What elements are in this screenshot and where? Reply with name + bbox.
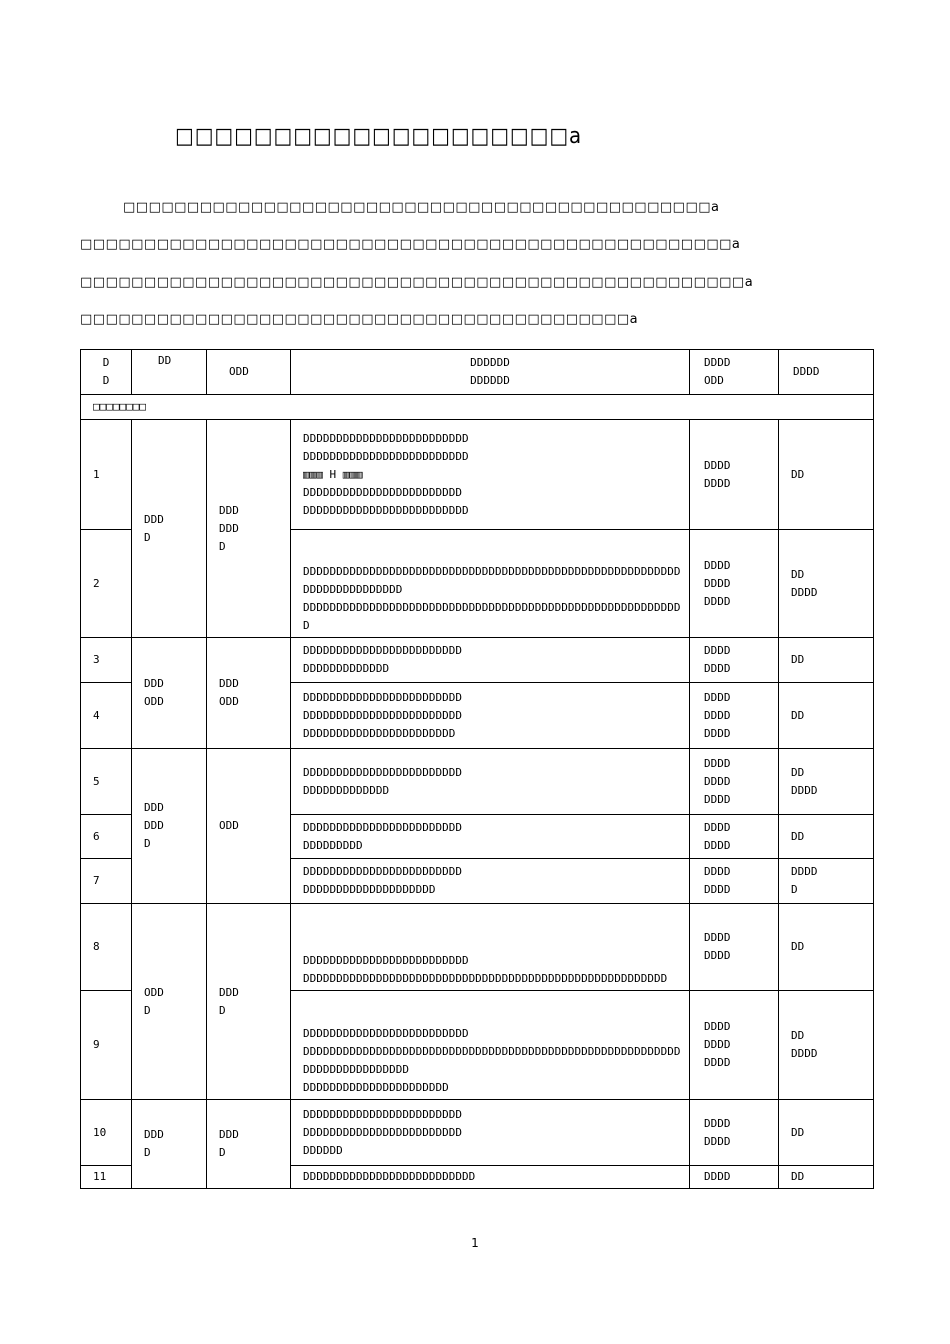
row-number: 11 bbox=[81, 1166, 132, 1189]
table-row bbox=[81, 749, 874, 815]
row-col-5: DDDD DDDD DDDD bbox=[690, 683, 779, 749]
row-description: DDDDDDDDDDDDDDDDDDDDDDDDD DDDDDDDDDDDDDDDDDDDDDDDDDDDDDDDDDDDDDDDDDDDDDDDDDDDDDDD bbox=[291, 904, 690, 991]
row-col-6: DD bbox=[779, 683, 874, 749]
section-row bbox=[81, 395, 874, 420]
row-col-5: DDDD DDDD bbox=[690, 420, 779, 530]
table-row bbox=[81, 904, 874, 991]
row-number: 4 bbox=[81, 683, 132, 749]
row-col-6: DD bbox=[779, 420, 874, 530]
row-number: 7 bbox=[81, 859, 132, 904]
row-col-5: DDDD DDDD DDDD bbox=[690, 749, 779, 815]
row-col-6: DD DDDD bbox=[779, 991, 874, 1100]
paragraph-line-4: □□□□□□□□□□□□□□□□□□□□□□□□□□□□□□□□□□□□□□□□□□□a bbox=[80, 312, 639, 327]
page-number: 1 bbox=[471, 1236, 479, 1250]
header-col-2: DD bbox=[132, 350, 207, 395]
row-col-6: DD bbox=[779, 1100, 874, 1166]
row-col-5: DDDD DDDD bbox=[690, 1100, 779, 1166]
row-col-5: DDDD DDDD bbox=[690, 815, 779, 859]
row-number: 8 bbox=[81, 904, 132, 991]
row-description: DDDDDDDDDDDDDDDDDDDDDDDD DDDDDDDDDDDDD bbox=[291, 638, 690, 683]
row-description: DDDDDDDDDDDDDDDDDDDDDDDDD DDDDDDDDDDDDDDDDDDDDDDDDDDDDDDDDDDDDDDDDDDDDDDDDDDDDDDDDDDDDDDDDDDDDDDDDD DDDDDDDDDDDDDDDDDDDDDD bbox=[291, 991, 690, 1100]
document-title: □□□□□□□□□□□□□□□□□□□□a bbox=[175, 124, 583, 149]
group-cell-b: DDD D bbox=[207, 904, 291, 1100]
group-cell-a: DDD D bbox=[132, 1100, 207, 1189]
row-number: 9 bbox=[81, 991, 132, 1100]
row-description: DDDDDDDDDDDDDDDDDDDDDDDD DDDDDDDDDDDDD bbox=[291, 749, 690, 815]
row-description: DDDDDDDDDDDDDDDDDDDDDDDDD DDDDDDDDDDDDDDDDDDDDDDDDD ▥▥▥ H ▥▥▥ DDDDDDDDDDDDDDDDDDDDDDDD DDDDDDDDDDDDDDDDDDDDDDDDD bbox=[291, 420, 690, 530]
group-cell-b: ODD bbox=[207, 749, 291, 904]
group-cell-b: DDD D bbox=[207, 1100, 291, 1189]
group-cell-a: ODD D bbox=[132, 904, 207, 1100]
row-col-6: DD bbox=[779, 638, 874, 683]
group-cell-b: DDD DDD D bbox=[207, 420, 291, 638]
paragraph-line-2: □□□□□□□□□□□□□□□□□□□□□□□□□□□□□□□□□□□□□□□□□□□□□□□□□□□a bbox=[80, 237, 741, 252]
header-col-4: DDDDDD DDDDDD bbox=[291, 350, 690, 395]
row-description: DDDDDDDDDDDDDDDDDDDDDDDD DDDDDDDDDDDDDDDDDDDD bbox=[291, 859, 690, 904]
row-number: 6 bbox=[81, 815, 132, 859]
paragraph-line-1: □□□□□□□□□□□□□□□□□□□□□□□□□□□□□□□□□□□□□□□□□□□□□□a bbox=[123, 200, 720, 215]
data-table bbox=[80, 349, 874, 1189]
table-row bbox=[81, 1100, 874, 1166]
row-description: DDDDDDDDDDDDDDDDDDDDDDDDDD bbox=[291, 1166, 690, 1189]
group-cell-b: DDD ODD bbox=[207, 638, 291, 749]
row-number: 2 bbox=[81, 530, 132, 638]
header-index: D D bbox=[81, 350, 132, 395]
paragraph-line-3: □□□□□□□□□□□□□□□□□□□□□□□□□□□□□□□□□□□□□□□□□□□□□□□□□□□□a bbox=[80, 275, 754, 290]
row-number: 5 bbox=[81, 749, 132, 815]
row-col-6: DD DDDD bbox=[779, 749, 874, 815]
group-cell-a: DDD ODD bbox=[132, 638, 207, 749]
section-label: □□□□□□□□ bbox=[81, 395, 874, 420]
row-col-5: DDDD DDDD bbox=[690, 638, 779, 683]
row-col-5: DDDD DDDD bbox=[690, 859, 779, 904]
row-col-5: DDDD DDDD bbox=[690, 904, 779, 991]
row-col-6: DD bbox=[779, 904, 874, 991]
header-col-5: DDDD ODD bbox=[690, 350, 779, 395]
table-row bbox=[81, 638, 874, 683]
row-number: 3 bbox=[81, 638, 132, 683]
group-cell-a: DDD DDD D bbox=[132, 749, 207, 904]
row-description: DDDDDDDDDDDDDDDDDDDDDDDD DDDDDDDDDDDDDDDDDDDDDDDD DDDDDD bbox=[291, 1100, 690, 1166]
row-col-6: DDDD D bbox=[779, 859, 874, 904]
row-col-5: DDDD bbox=[690, 1166, 779, 1189]
row-col-5: DDDD DDDD DDDD bbox=[690, 530, 779, 638]
table-header-row bbox=[81, 350, 874, 395]
group-cell-a: DDD D bbox=[132, 420, 207, 638]
row-col-6: DD bbox=[779, 815, 874, 859]
header-col-3: ODD bbox=[207, 350, 291, 395]
row-description: DDDDDDDDDDDDDDDDDDDDDDDDDDDDDDDDDDDDDDDDDDDDDDDDDDDDDDDDDDDDDDDDDDDDDDDD DDDDDDDDDDDDDDDDDDDDDDDDDDDDDDDDDDDDDDDDDDDDDDDDDDDDDDDDDD bbox=[291, 530, 690, 638]
table-row bbox=[81, 420, 874, 530]
row-description: DDDDDDDDDDDDDDDDDDDDDDDD DDDDDDDDD bbox=[291, 815, 690, 859]
row-col-6: DD DDDD bbox=[779, 530, 874, 638]
row-col-5: DDDD DDDD DDDD bbox=[690, 991, 779, 1100]
row-number: 1 bbox=[81, 420, 132, 530]
row-description: DDDDDDDDDDDDDDDDDDDDDDDD DDDDDDDDDDDDDDDDDDDDDDDD DDDDDDDDDDDDDDDDDDDDDDD bbox=[291, 683, 690, 749]
row-col-6: DD bbox=[779, 1166, 874, 1189]
row-number: 10 bbox=[81, 1100, 132, 1166]
header-col-6: DDDD bbox=[779, 350, 874, 395]
